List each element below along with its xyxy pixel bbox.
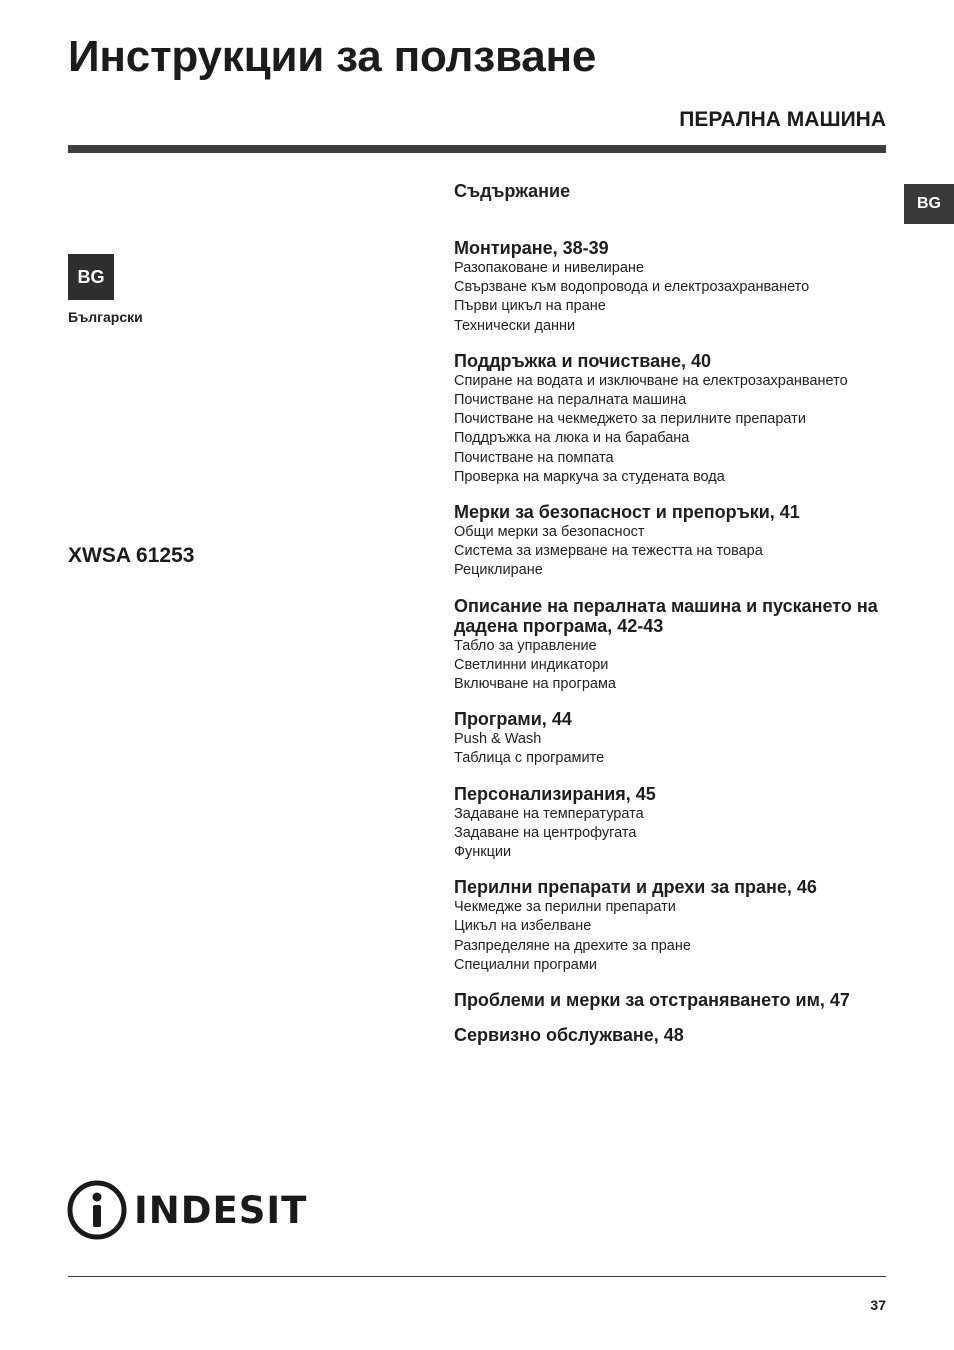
toc-item: Почистване на пералната машина [454,392,687,409]
footer-divider [68,1276,886,1277]
toc-item: Спиране на водата и изключване на електрозахранването [454,372,848,389]
indesit-logo-icon [66,1180,128,1240]
toc-item: Push & Wash [454,731,542,748]
toc-item: Първи цикъл на пране [454,298,606,315]
toc-section [454,709,894,768]
toc-item: Общи мерки за безопасност [454,524,645,541]
toc-item: Технически данни [454,317,576,334]
toc-section [454,784,894,863]
toc-section-title: Персонализирания, 45 [454,783,656,804]
toc-heading: Съдържание [454,181,571,201]
toc-section [454,502,894,581]
toc-item: Табло за управление [454,637,597,654]
toc-item: Таблица с програмите [454,750,605,767]
toc-section [454,990,894,1010]
toc-section-title: Програми, 44 [454,709,572,730]
brand-logo [66,1180,307,1240]
model-number: XWSA 61253 [68,544,195,567]
page-number: 37 [870,1297,886,1313]
toc-item: Разпределяне на дрехите за пране [454,937,691,954]
toc-section [454,238,894,336]
toc-item: Поддръжка на люка и на барабана [454,430,690,447]
toc-item: Разопаковане и нивелиране [454,260,644,276]
toc-item: Почистване на помпата [454,449,614,466]
toc-section [454,596,894,695]
toc-item: Система за измерване на тежестта на товара [454,543,763,560]
toc-item: Специални програми [454,956,597,973]
toc-section-title: Поддръжка и почистване, 40 [454,350,712,371]
toc-item: Задаване на температурата [454,805,644,822]
toc-section-title: Описание на пералната машина и пускането на дадена програма, 42-43 [454,595,878,636]
toc-item: Включване на програма [454,676,616,693]
toc-section-title: Проблеми и мерки за отстраняването им, 47 [454,990,850,1011]
toc-item: Функции [454,844,512,861]
language-side-tab: BG [904,184,954,224]
toc-section-title: Сервизно обслужване, 48 [454,1025,684,1046]
toc-sections [454,238,894,1045]
toc-item: Проверка на маркуча за студената вода [454,468,725,485]
toc-section-title: Монтиране, 38-39 [454,238,609,258]
language-name: Български [68,309,143,325]
language-badge: BG [68,254,114,300]
header-divider [68,145,886,153]
page-title: Инструкции за ползване [68,32,597,81]
toc-item: Светлинни индикатори [454,656,609,673]
table-of-contents [454,180,894,1060]
toc-section [454,877,894,975]
toc-section-title: Перилни препарати и дрехи за пране, 46 [454,877,817,898]
toc-item: Чекмедже за перилни препарати [454,899,676,916]
brand-wordmark: INDESIT [134,1188,308,1232]
toc-item: Свързване към водопровода и електрозахранването [454,279,810,296]
toc-section [454,1025,894,1045]
toc-item: Задаване на центрофугата [454,824,637,841]
toc-item: Цикъл на избелване [454,918,592,935]
toc-section-title: Мерки за безопасност и препоръки, 41 [454,502,800,523]
toc-section [454,351,894,487]
toc-item: Почистване на чекмеджето за перилните препарати [454,411,806,428]
product-type: ПЕРАЛНА МАШИНА [679,108,886,131]
toc-item: Рециклиране [454,562,543,579]
